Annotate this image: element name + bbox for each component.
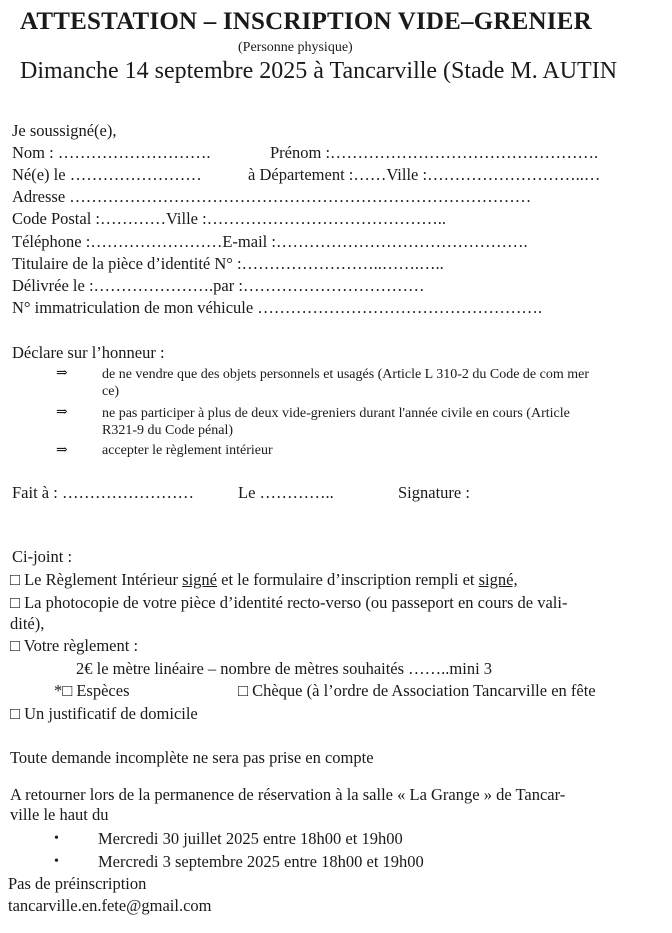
signed-underlined: signé, bbox=[478, 570, 518, 589]
declaration-item-3: accepter le règlement intérieur bbox=[102, 443, 273, 458]
attachment-item-payment bbox=[10, 636, 138, 656]
attachments-heading: Ci-joint : bbox=[12, 547, 73, 566]
declaration-item-1-cont: ce) bbox=[102, 384, 120, 399]
permanence-date-2: Mercredi 3 septembre 2025 entre 18h00 et 19h00 bbox=[98, 852, 424, 871]
phone-email-field: Téléphone :……………………E-mail :………………………………………. bbox=[12, 232, 528, 251]
id-copy-text-cont: dité), bbox=[10, 614, 45, 633]
intro-line: Je soussigné(e), bbox=[12, 121, 117, 140]
arrow-icon: ⇒ bbox=[56, 405, 68, 420]
arrow-icon: ⇒ bbox=[56, 443, 68, 458]
checkbox-icon: □ bbox=[10, 570, 20, 589]
birth-place-field: à Département :……Ville :………………………..… bbox=[248, 165, 601, 184]
arrow-icon: ⇒ bbox=[56, 366, 68, 381]
checkbox-icon: □ bbox=[10, 636, 20, 655]
signature-label: Signature : bbox=[398, 483, 470, 502]
nom-field: Nom : ………………………. bbox=[12, 143, 211, 162]
permanence-date-1: Mercredi 30 juillet 2025 entre 18h00 et 19h00 bbox=[98, 829, 403, 848]
asterisk-mark: * bbox=[54, 681, 63, 700]
document-title: ATTESTATION – INSCRIPTION VIDE–GRENIER bbox=[20, 8, 592, 35]
address-field: Adresse ………………………………………………………………………… bbox=[12, 187, 532, 206]
id-issued-field: Délivrée le :………………….par :…………………………… bbox=[12, 276, 425, 295]
rules-text-1: Le Règlement Intérieur bbox=[24, 570, 179, 589]
checkbox-icon: □ bbox=[10, 593, 20, 612]
return-instructions: A retourner lors de la permanence de réservation à la salle « La Grange » de Tancar- bbox=[10, 785, 566, 804]
declaration-item-2-cont: R321-9 du Code pénal) bbox=[102, 423, 234, 438]
payment-cheque-option bbox=[238, 681, 596, 701]
event-date-line: Dimanche 14 septembre 2025 à Tancarville (Stade M. AUTIN bbox=[20, 58, 618, 84]
document-subtitle: (Personne physique) bbox=[238, 40, 353, 55]
bullet-icon: • bbox=[54, 854, 59, 869]
payment-cash-option bbox=[54, 681, 130, 701]
signed-at-field: Fait à : …………………… bbox=[12, 483, 194, 502]
postal-code-field: Code Postal :…………Ville :…………………………………….. bbox=[12, 209, 446, 228]
price-line: 2€ le mètre linéaire – nombre de mètres souhaités ……..mini 3 bbox=[76, 659, 493, 678]
prenom-field: Prénom :…………………………………………. bbox=[270, 143, 599, 162]
id-number-field: Titulaire de la pièce d’identité N° :……………………..…….….. bbox=[12, 254, 444, 273]
checkbox-icon: □ bbox=[62, 681, 73, 700]
residence-proof-text: Un justificatif de domicile bbox=[24, 704, 198, 723]
return-instructions-cont: ville le haut du bbox=[10, 805, 109, 824]
bullet-icon: • bbox=[54, 831, 59, 846]
signed-date-field: Le ………….. bbox=[238, 483, 334, 502]
no-preinscription-notice: Pas de préinscription bbox=[8, 874, 147, 893]
cash-label: Espèces bbox=[76, 681, 130, 700]
payment-text: Votre règlement : bbox=[23, 636, 139, 655]
birth-date-field: Né(e) le …………………… bbox=[12, 165, 202, 184]
vehicle-registration-field: N° immatriculation de mon véhicule ……………………………………………. bbox=[12, 298, 542, 317]
attachment-item-residence bbox=[10, 704, 198, 724]
attachment-item-rules bbox=[10, 570, 518, 590]
declaration-item-1: de ne vendre que des objets personnels et usagés (Article L 310-2 du Code de com mer bbox=[102, 367, 589, 382]
attachment-item-id-copy bbox=[10, 593, 567, 613]
rules-text-2: et le formulaire d’inscription rempli et bbox=[221, 570, 475, 589]
signed-underlined: signé bbox=[182, 570, 217, 589]
checkbox-icon: □ bbox=[238, 681, 248, 700]
cheque-label: Chèque (à l’ordre de Association Tancarville en fête bbox=[252, 681, 596, 700]
incomplete-notice: Toute demande incomplète ne sera pas prise en compte bbox=[10, 748, 374, 767]
declaration-heading: Déclare sur l’honneur : bbox=[12, 343, 165, 362]
id-copy-text: La photocopie de votre pièce d’identité recto-verso (ou passeport en cours de vali- bbox=[24, 593, 568, 612]
declaration-item-2: ne pas participer à plus de deux vide-greniers durant l'année civile en cours (Article bbox=[102, 406, 570, 421]
contact-email: tancarville.en.fete@gmail.com bbox=[8, 896, 212, 915]
checkbox-icon: □ bbox=[10, 704, 20, 723]
